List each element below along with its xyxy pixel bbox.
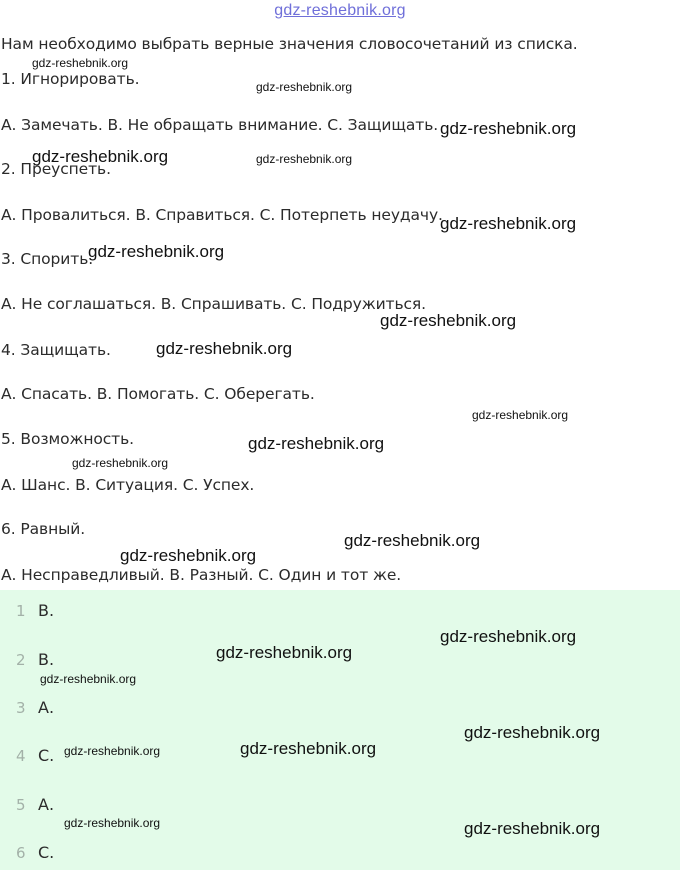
watermark: gdz-reshebnik.org (248, 434, 385, 453)
answer-5-value: А. (38, 795, 55, 814)
watermark: gdz-reshebnik.org (256, 152, 353, 166)
question-4-options: А. Спасать. В. Помогать. С. Оберегать. (1, 385, 315, 403)
answer-4-value: С. (38, 746, 55, 765)
answer-6-number: 6 (16, 844, 26, 862)
question-6-word: 6. Равный. (1, 520, 86, 538)
answer-3-value: А. (38, 698, 55, 717)
watermark: gdz-reshebnik.org (32, 147, 169, 166)
watermark: gdz-reshebnik.org (156, 339, 293, 358)
watermark: gdz-reshebnik.org (472, 408, 569, 422)
watermark: gdz-reshebnik.org (440, 627, 577, 646)
watermark: gdz-reshebnik.org (64, 816, 161, 830)
answer-2-value: В. (38, 650, 55, 669)
question-3-word: 3. Спорить. (1, 250, 94, 268)
answer-5-number: 5 (16, 796, 26, 814)
watermark: gdz-reshebnik.org (344, 531, 481, 550)
watermark: gdz-reshebnik.org (380, 311, 517, 330)
question-1-options: А. Замечать. В. Не обращать внимание. С. Защищать. (1, 116, 439, 134)
watermark: gdz-reshebnik.org (216, 643, 353, 662)
watermark: gdz-reshebnik.org (64, 744, 161, 758)
watermark: gdz-reshebnik.org (464, 723, 601, 742)
answer-2-number: 2 (16, 651, 26, 669)
watermark: gdz-reshebnik.org (440, 119, 577, 138)
question-2-word: 2. Преуспеть. (1, 160, 111, 178)
watermark: gdz-reshebnik.org (464, 819, 601, 838)
watermark: gdz-reshebnik.org (88, 242, 225, 261)
answer-1-value: В. (38, 601, 55, 620)
answer-4-number: 4 (16, 747, 26, 765)
watermark: gdz-reshebnik.org (440, 214, 577, 233)
question-6-options: А. Несправедливый. В. Разный. С. Один и тот же. (1, 566, 402, 584)
answer-6-value: С. (38, 843, 55, 862)
intro-text: Нам необходимо выбрать верные значения словосочетаний из списка. (1, 35, 578, 53)
watermark: gdz-reshebnik.org (256, 80, 353, 94)
question-5-word: 5. Возможность. (1, 430, 134, 448)
answer-3-number: 3 (16, 699, 26, 717)
site-title-link[interactable]: gdz-reshebnik.org (274, 2, 406, 19)
question-1-word: 1. Игнорировать. (1, 70, 140, 88)
question-3-options: А. Не соглашаться. В. Спрашивать. С. Подружиться. (1, 295, 426, 313)
watermark: gdz-reshebnik.org (72, 456, 169, 470)
question-4-word: 4. Защищать. (1, 341, 111, 359)
watermark: gdz-reshebnik.org (120, 546, 257, 565)
watermark: gdz-reshebnik.org (40, 672, 137, 686)
watermark: gdz-reshebnik.org (32, 56, 129, 70)
question-2-options: А. Провалиться. В. Справиться. С. Потерпеть неудачу. (1, 206, 443, 224)
answer-1-number: 1 (16, 602, 26, 620)
watermark: gdz-reshebnik.org (240, 739, 377, 758)
question-5-options: А. Шанс. В. Ситуация. С. Успех. (1, 476, 255, 494)
